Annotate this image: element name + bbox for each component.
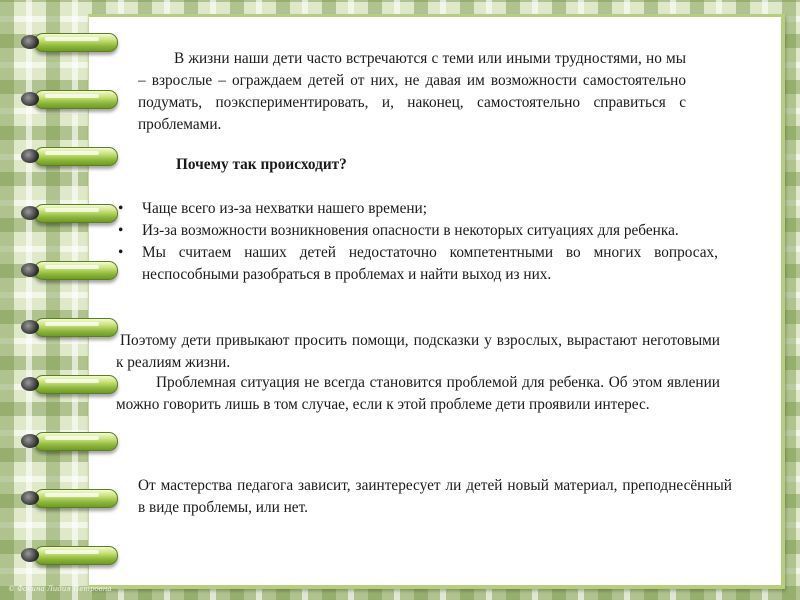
reasons-list — [118, 198, 718, 286]
binder-ring-icon — [34, 546, 118, 565]
list-item: • Мы считаем наших детей недостаточно компетентными во многих вопросах, неспособными разобраться в проблемах и найти выход из них. — [118, 242, 718, 286]
list-item: • Чаще всего из-за нехватки нашего времени; — [118, 198, 718, 220]
binder-ring-icon — [34, 375, 118, 394]
question-heading: Почему так происходит? — [176, 156, 347, 173]
binder-ring-icon — [34, 432, 118, 451]
conclusion-paragraph: От мастерства педагога зависит, заинтересует ли детей новый материал, преподнесённый в виде проблемы, или нет. — [138, 477, 732, 516]
list-item: • Из-за возможности возникновения опасности в некоторых ситуациях для ребенка. — [118, 220, 718, 242]
notebook-rings — [0, 0, 140, 600]
intro-paragraph: В жизни наши дети часто встречаются с теми или иными трудностями, но мы – взрослые – ограждаем детей от них, не давая им возможности самостоятельно подумать, поэкспериментировать, и, наконец, самостоятельно справиться с проблемами. — [138, 50, 686, 133]
problem-paragraph: Проблемная ситуация не всегда становится проблемой для ребенка. Об этом явлении можно говорить лишь в том случае, если к этой проблеме дети проявили интерес. — [116, 374, 720, 413]
author-watermark: © Фокина Лидия Петровна — [8, 585, 112, 593]
binder-ring-icon — [34, 204, 118, 223]
binder-ring-icon — [34, 318, 118, 337]
binder-ring-icon — [34, 33, 118, 52]
binder-ring-icon — [34, 261, 118, 280]
binder-ring-icon — [34, 147, 118, 166]
binder-ring-icon — [34, 489, 118, 508]
binder-ring-icon — [34, 90, 118, 109]
consequence-paragraph: Поэтому дети привыкают просить помощи, подсказки у взрослых, вырастают неготовыми к реалиям жизни. — [116, 332, 720, 371]
